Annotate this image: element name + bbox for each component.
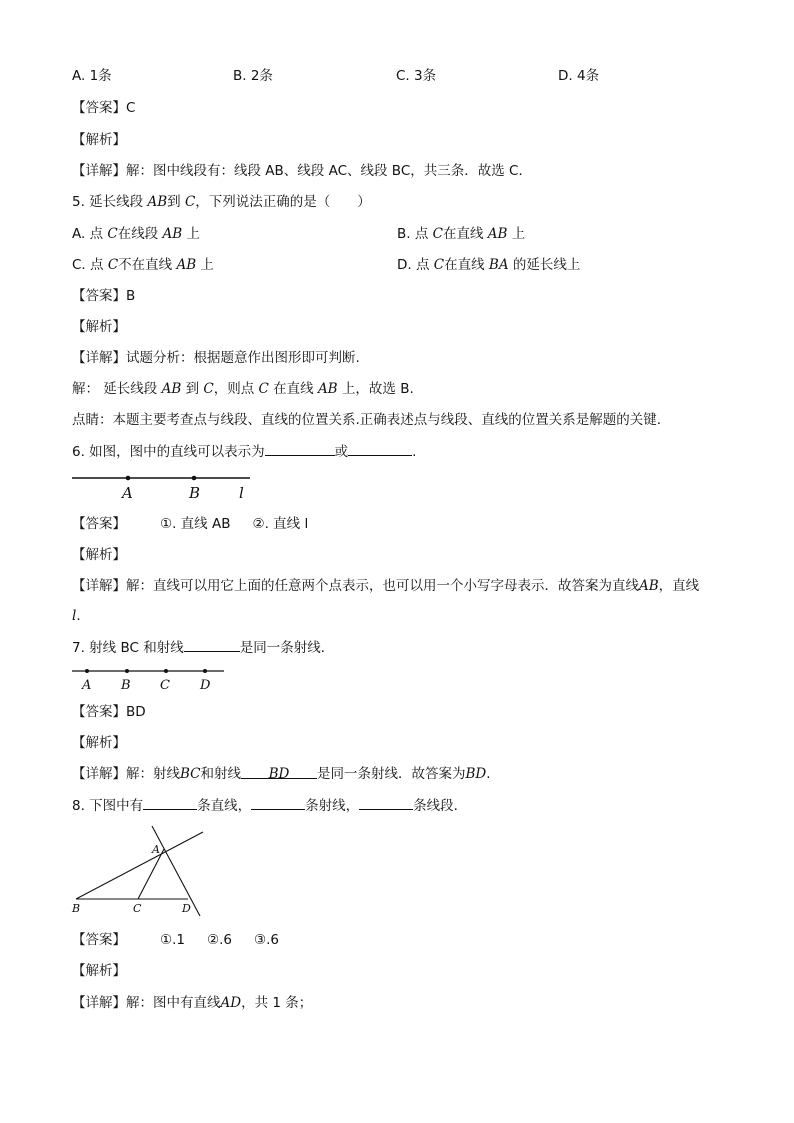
q6-stem: 6. 如图，图中的直线可以表示为 或 .: [72, 441, 416, 462]
q4-detail: 【详解】解：图中线段有：线段 AB、线段 AC、线段 BC，共三条．故选 C．: [72, 163, 532, 179]
q5-option-d: D. 点 C在直线 BA 的延长线上: [397, 257, 581, 273]
q7-label-d: D: [200, 678, 211, 693]
q5-answer: 【答案】B: [72, 288, 136, 304]
q8-line-ad: [152, 826, 200, 916]
q5-option-b: B. 点 C在直线 AB 上: [397, 226, 526, 242]
q4-option-c: C. 3条: [396, 68, 437, 84]
q8-blank-1: [143, 795, 197, 810]
q8-label-c: C: [133, 902, 142, 915]
q4-option-a: A. 1条: [72, 68, 112, 84]
q6-label-b: B: [189, 484, 201, 502]
q7-point-b: [125, 669, 129, 673]
q4-answer: 【答案】C: [72, 100, 136, 116]
q8-answer: 【答案】 ①.1 ②.6 ③.6: [72, 932, 279, 948]
q8-segment-ac: [138, 849, 164, 899]
q6-point-a: [126, 476, 131, 481]
q5-option-c: C. 点 C不在直线 AB 上: [72, 257, 214, 273]
q7-point-a: [85, 669, 89, 673]
q7-detail: 【详解】解：射线BC和射线 BD 是同一条射线．故答案为BD.: [72, 766, 491, 782]
q8-triangle-figure: [70, 826, 210, 918]
q7-label-b: B: [121, 678, 131, 693]
q6-detail-cont: l.: [72, 608, 81, 624]
q6-point-b: [192, 476, 197, 481]
q6-label-a: A: [122, 484, 133, 502]
q7-blank: [184, 637, 240, 652]
q6-detail: 【详解】解：直线可以用它上面的任意两个点表示，也可以用一个小写字母表示．故答案为直线AB，直线: [72, 578, 700, 594]
q4-option-d: D. 4条: [558, 68, 600, 84]
q5-comment: 点睛：本题主要考查点与线段、直线的位置关系.正确表述点与线段、直线的位置关系是解题的关键.: [72, 412, 662, 428]
q5-analysis-label: 【解析】: [72, 319, 126, 335]
q5-stem: 5. 延长线段 AB到 C，下列说法正确的是（ ）: [72, 194, 371, 210]
q7-analysis-label: 【解析】: [72, 735, 126, 751]
q5-option-a: A. 点 C在线段 AB 上: [72, 226, 200, 242]
q7-label-c: C: [160, 678, 170, 693]
q6-analysis-label: 【解析】: [72, 547, 126, 563]
q8-label-b: B: [72, 902, 81, 915]
q8-blank-3: [359, 795, 413, 810]
q8-stem: 8. 下图中有 条直线， 条射线， 条线段．: [72, 795, 467, 816]
q8-label-d: D: [182, 902, 191, 915]
q8-detail: 【详解】解：图中有直线AD，共 1 条；: [72, 995, 313, 1011]
q7-ray-figure: [72, 664, 232, 694]
q6-label-l: l: [239, 484, 244, 502]
q7-point-d: [203, 669, 207, 673]
q8-blank-2: [251, 795, 305, 810]
q4-option-b: B. 2条: [233, 68, 273, 84]
q6-blank-2: [348, 441, 412, 456]
q7-answer: 【答案】BD: [72, 704, 146, 720]
q6-line-figure: [72, 470, 272, 504]
q5-solution: 解： 延长线段 AB 到 C，则点 C 在直线 AB 上，故选 B.: [72, 381, 414, 397]
q7-stem: 7. 射线 BC 和射线 是同一条射线．: [72, 637, 334, 658]
q7-label-a: A: [82, 678, 92, 693]
q8-label-a: A: [152, 843, 160, 856]
q7-point-c: [164, 669, 168, 673]
q8-analysis-label: 【解析】: [72, 963, 126, 979]
q6-answer: 【答案】 ①. 直线 AB ②. 直线 l: [72, 516, 309, 532]
q4-analysis-label: 【解析】: [72, 132, 126, 148]
q6-blank-1: [265, 441, 335, 456]
q5-detail: 【详解】试题分析：根据题意作出图形即可判断.: [72, 350, 360, 366]
q8-ray-ba: [76, 832, 203, 899]
